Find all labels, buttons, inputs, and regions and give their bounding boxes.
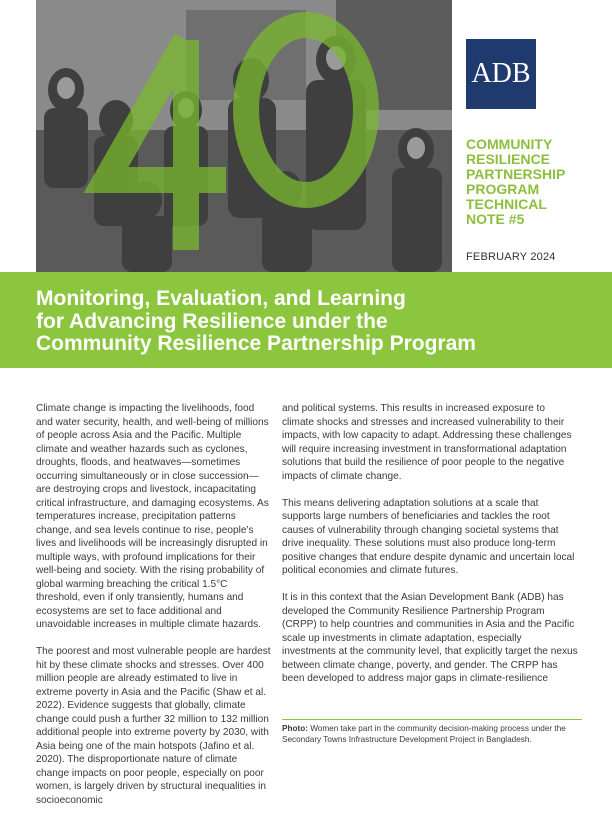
series-line: NOTE #5: [466, 211, 525, 227]
photo-caption: [282, 719, 582, 745]
body-column-right: [282, 402, 578, 699]
adb-logo: ADB: [466, 39, 536, 109]
body-column-left: [36, 402, 272, 821]
series-line: TECHNICAL: [466, 196, 547, 212]
series-title: [466, 137, 586, 227]
series-line: COMMUNITY: [466, 136, 553, 152]
publication-date: FEBRUARY 2024: [466, 251, 556, 263]
caption-text: Women take part in the community decision-making process under the Secondary Towns Infrastructure Development Project in Bangladesh.: [282, 724, 566, 744]
paragraph: It is in this context that the Asian Development Bank (ADB) has developed the Community Resilience Partnership Program (CRPP) to help countries and communities in Asia and the Pacific scale up investments in climate adaptation, especially investments at the community level, that explicitly target the nexus between climate change, poverty, and gender. The CRPP has been developed to address major gaps in climate-resilience: [282, 592, 578, 684]
photo-women-community-meeting-icon: [36, 0, 452, 272]
title-line: Monitoring, Evaluation, and Learning: [36, 287, 406, 310]
series-line: PROGRAM: [466, 181, 540, 197]
paragraph: This means delivering adaptation solutions at a scale that supports large numbers of beneficiaries and tackles the root causes of vulnerability through changing societal systems that drive inequality. These solutions must also produce long-term positive changes that endure despite dynamic and uncertain local political economies and climate futures.: [282, 497, 575, 576]
title-line: Community Resilience Partnership Program: [36, 332, 476, 355]
paragraph: and political systems. This results in increased exposure to climate shocks and stresses and increased vulnerability to their impacts, with low capacity to adapt. Addressing these challenges will require increasing investment in transformational adaptation solutions that build the resilience of poor people to the negative impacts of climate change.: [282, 403, 572, 482]
paragraph: Climate change is impacting the livelihoods, food and water security, health, and well-being of millions of people across Asia and the Pacific. Multiple climate and weather hazards such as cyclones, droughts, floods, and heatwaves—sometimes occurring simultaneously or in close succession—are destroying crops and livestock, incapacitating critical infrastructure, and damaging ecosystems. As temperatures increase, precipitation patterns change, and sea levels continue to rise, people’s lives and livelihoods will be increasingly disrupted in multiple ways, with profound implications for their well-being and society. With the rising probability of global warming breaching the critical 1.5°C threshold, even if only transiently, humans and ecosystems are set to face additional and unavoidable increases in multiple climate hazards.: [36, 403, 269, 630]
series-line: RESILIENCE: [466, 151, 551, 167]
page-title: [36, 288, 596, 356]
title-line: for Advancing Resilience under the: [36, 309, 388, 333]
paragraph: The poorest and most vulnerable people are hardest hit by these climate shocks and stresses. Over 400 million people are already estimated to live in extreme poverty in Asia and the Pacific (Shaw et al. 2022). Evidence suggests that globally, climate change could push a further 32 million to 132 million additional people into extreme poverty by 2030, with Asia being one of the main hotspots (Jafino et al. 2020). The disproportionate nature of climate change impacts on poor people, especially on poor women, is largely driven by structural inequalities in socioeconomic: [36, 646, 271, 806]
series-line: PARTNERSHIP: [466, 166, 566, 182]
caption-label: Photo:: [282, 724, 308, 733]
cover-photo: [36, 0, 452, 272]
